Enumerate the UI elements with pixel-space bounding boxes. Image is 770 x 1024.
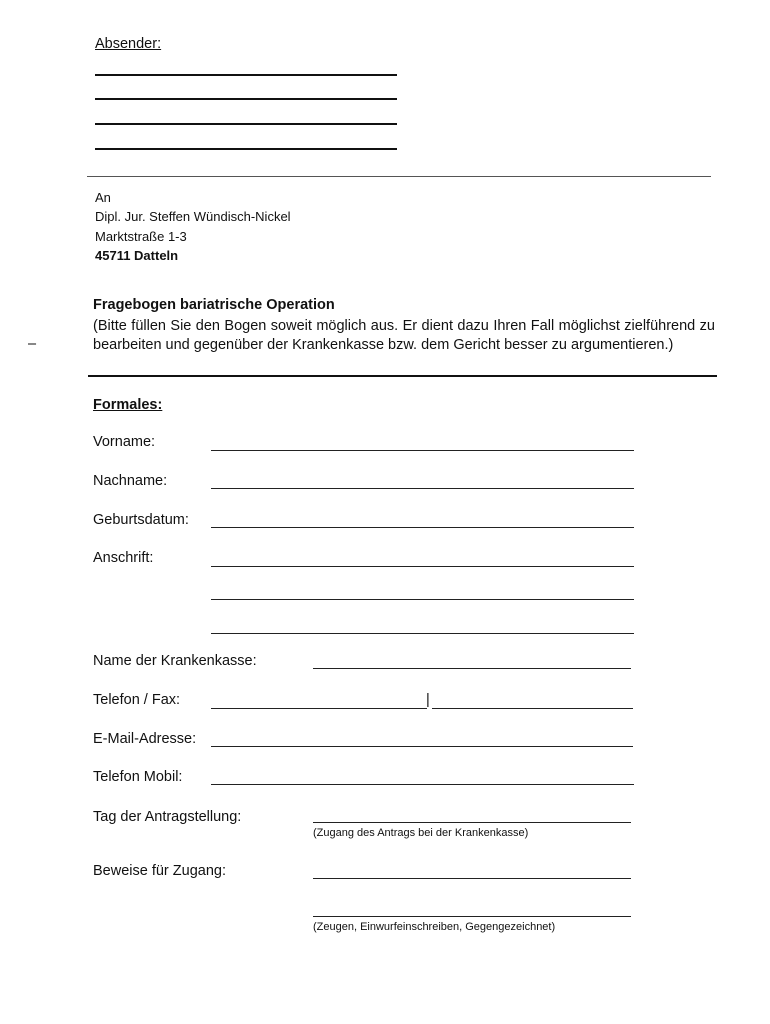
questionnaire-intro: (Bitte füllen Sie den Bogen soweit möglich aus. Er dient dazu Ihren Fall möglichst zielführend zu bearbeiten und gegenüber der Krankenkasse bzw. dem Gericht besser zu argumentieren.) (93, 318, 715, 353)
margin-mark: – (28, 336, 37, 352)
field-fax[interactable] (432, 708, 633, 709)
field-anschrift-3[interactable] (211, 633, 634, 634)
label-anschrift: Anschrift: (93, 550, 154, 566)
sender-line-3[interactable] (95, 123, 397, 125)
section-formales: Formales: (93, 397, 163, 413)
field-beweise-1[interactable] (313, 878, 631, 879)
field-antragstellung[interactable] (313, 822, 631, 823)
label-nachname: Nachname: (93, 473, 168, 489)
label-vorname: Vorname: (93, 434, 156, 450)
address-separator (87, 176, 711, 177)
recipient-name: Dipl. Jur. Steffen Wündisch-Nickel (95, 209, 291, 224)
label-telefon-fax: Telefon / Fax: (93, 692, 181, 708)
recipient-an: An (95, 190, 111, 205)
label-krankenkasse: Name der Krankenkasse: (93, 653, 257, 669)
field-beweise-2[interactable] (313, 916, 631, 917)
recipient-street: Marktstraße 1-3 (95, 229, 187, 244)
hint-beweise: (Zeugen, Einwurfeinschreiben, Gegengezeichnet) (313, 921, 556, 933)
sender-label: Absender: (95, 36, 162, 52)
label-beweise: Beweise für Zugang: (93, 863, 226, 879)
questionnaire-title: Fragebogen bariatrische Operation (93, 297, 335, 313)
field-nachname[interactable] (211, 488, 634, 489)
field-krankenkasse[interactable] (313, 668, 631, 669)
hint-antragstellung: (Zugang des Antrags bei der Krankenkasse) (313, 827, 529, 839)
label-telefon-mobil: Telefon Mobil: (93, 769, 183, 785)
telefon-fax-separator: | (426, 692, 430, 708)
field-vorname[interactable] (211, 450, 634, 451)
sender-line-1[interactable] (95, 74, 397, 76)
recipient-city: 45711 Datteln (95, 248, 179, 263)
label-geburtsdatum: Geburtsdatum: (93, 512, 189, 528)
field-anschrift-2[interactable] (211, 599, 634, 600)
field-anschrift-1[interactable] (211, 566, 634, 567)
field-email[interactable] (211, 746, 633, 747)
sender-line-4[interactable] (95, 148, 397, 150)
label-antragstellung: Tag der Antragstellung: (93, 809, 242, 825)
field-telefon-mobil[interactable] (211, 784, 634, 785)
label-email: E-Mail-Adresse: (93, 731, 197, 747)
field-telefon[interactable] (211, 708, 427, 709)
intro-rule (88, 375, 717, 377)
field-geburtsdatum[interactable] (211, 527, 634, 528)
sender-line-2[interactable] (95, 98, 397, 100)
